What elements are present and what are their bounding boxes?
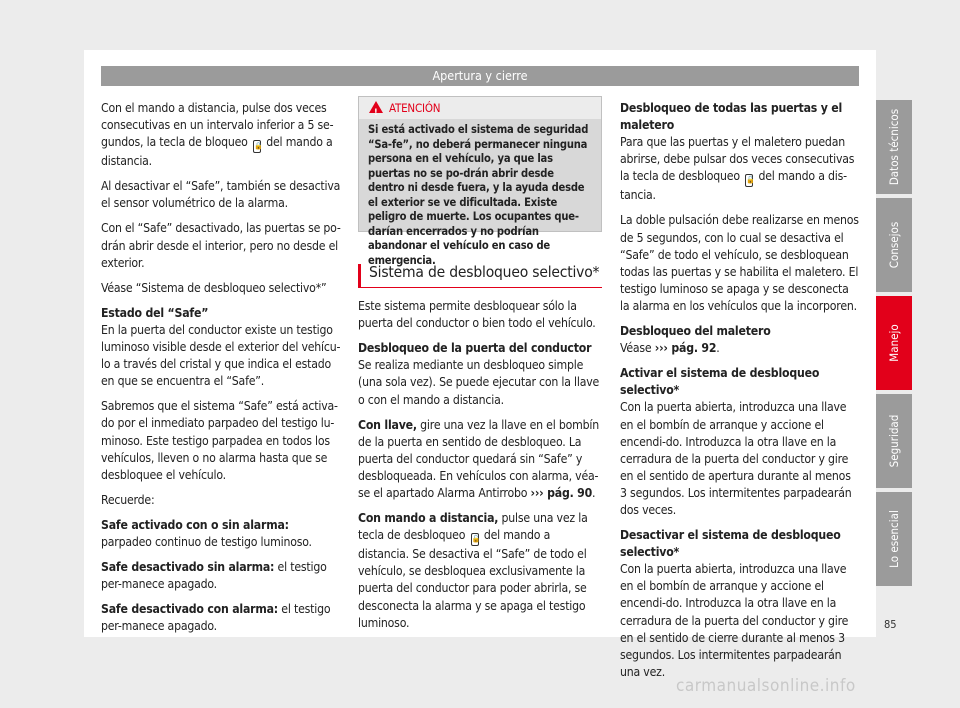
page-number: 85 [884, 618, 897, 631]
subheading: Desbloqueo del maletero [620, 324, 771, 339]
paragraph: Con la puerta abierta, introduzca una llave en el bombín de arranque y accione el encendi-do. Introduzca la otra llave en la cerradura de la puerta del conductor y gire en el sentido de cierre durante al menos 3 segundos. Los intermitentes parpadearán una vez. [620, 562, 849, 679]
paragraph: Con el mando a distancia, pulse dos veces consecutivas en un intervalo inferior a 5 se-gundos, la tecla de bloqueo 🔒 del mando a distancia. [101, 101, 334, 169]
page-ref-link[interactable]: ››› pág. 92 [654, 341, 717, 356]
column-2 [358, 96, 602, 640]
paragraph: Recuerde: [101, 492, 155, 507]
paragraph: Este sistema permite desbloquear sólo la puerta del conductor o bien todo el vehículo. [358, 299, 596, 331]
paragraph: Con mando a distancia, pulse una vez la tecla de desbloqueo 🔓 del mando a distancia. Se desactiva el “Safe” de todo el vehículo, se desbloquea exclusivamente la puerta del conductor para poder abrirla, se desconecta la alarma y se apaga el testigo luminoso. [358, 511, 588, 630]
unlock-key-icon: 🔓 [471, 533, 479, 546]
paragraph: Véase “Sistema de desbloqueo selectivo*” [101, 280, 327, 295]
subheading: Desbloqueo de todas las puertas y el maletero [620, 101, 843, 133]
paragraph: Safe desactivado con alarma: el testigo per-manece apagado. [101, 602, 331, 634]
watermark: carmanualsonline.info [676, 676, 856, 696]
subheading: Desactivar el sistema de desbloqueo selectivo* [620, 528, 841, 560]
paragraph: Safe desactivado sin alarma: el testigo per-manece apagado. [101, 560, 327, 592]
paragraph: Con la puerta abierta, introduzca una llave en el bombín de arranque y accione el encendi-do. Introduzca la otra llave en la cerradura de la puerta del conductor y gire en el sentido de apertura durante al menos 3 segundos. Los intermitentes parpadearán dos veces. [620, 400, 852, 517]
paragraph: Con el “Safe” desactivado, las puertas se po-drán abrir desde el interior, pero no desde el exterior. [101, 221, 341, 270]
subheading: Activar el sistema de desbloqueo selectivo* [620, 366, 820, 398]
warning-box [358, 96, 602, 267]
page-ref-link[interactable]: ››› pág. 90 [530, 486, 593, 501]
paragraph: Al desactivar el “Safe”, también se desactiva el sensor volumétrico de la alarma. [101, 179, 341, 211]
column-3 [620, 100, 860, 689]
warning-header: !ATENCIÓN [359, 97, 601, 119]
tab-consejos[interactable]: Consejos [876, 198, 912, 292]
tab-seguridad[interactable]: Seguridad [876, 394, 912, 488]
paragraph: Véase ››› pág. 92. [620, 341, 720, 356]
paragraph: En la puerta del conductor existe un testigo luminoso visible desde el exterior del vehícu-lo a través del cristal y que indica el estado en que se encuentra el “Safe”. [101, 322, 341, 389]
paragraph: La doble pulsación debe realizarse en menos de 5 segundos, con lo cual se desactiva el “Safe” de todo el vehículo, se desbloquean todas las puertas y se habilita el maletero. El testigo luminoso se apaga y se desconecta la alarma en los vehículos que la incorporen. [620, 213, 859, 313]
paragraph: Sabremos que el sistema “Safe” está activa-do por el inmediato parpadeo del testigo lu-minoso. Este testigo parpadea en todos los vehículos, lleven o no alarma hasta que se desbloquee el vehículo. [101, 399, 338, 482]
lock-key-icon: 🔒 [253, 140, 261, 153]
tab-manejo[interactable]: Manejo [876, 296, 912, 390]
column-1 [101, 100, 341, 643]
paragraph: Para que las puertas y el maletero puedan abrirse, debe pulsar dos veces consecutivas la tecla de desbloqueo 🔓 del mando a dis-tancia. [620, 135, 855, 203]
side-tabs [876, 100, 912, 590]
section-title: Sistema de desbloqueo selectivo* [358, 264, 602, 288]
subheading: Estado del “Safe” [101, 305, 209, 320]
tab-datos-tecnicos[interactable]: Datos técnicos [876, 100, 912, 194]
paragraph: Safe activado con o sin alarma: parpadeo continuo de testigo luminoso. [101, 517, 312, 549]
unlock-key-icon: 🔓 [745, 174, 753, 187]
paragraph: Con llave, gire una vez la llave en el bombín de la puerta en sentido de desbloqueo. La puerta del conductor quedará sin “Safe” y desbloqueada. En vehículos con alarma, véa-se el apartado Alarma Antirrobo ››› pág. 90. [358, 417, 599, 501]
warning-text: Si está activado el sistema de seguridad “Sa-fe”, no deberá permanecer ninguna persona en el vehículo, ya que las puertas no se po-drán abrir desde dentro ni desde fuera, y la ayuda desde el exterior se ve dificultada. Existe peligro de muerte. Los ocupantes que-darían encerrados y no podrían abandonar el vehículo en caso de emergencia. [368, 123, 589, 267]
tab-lo-esencial[interactable]: Lo esencial [876, 492, 912, 586]
subheading: Desbloqueo de la puerta del conductor [358, 341, 592, 356]
warning-triangle-icon [369, 101, 383, 113]
paragraph: Se realiza mediante un desbloqueo simple (una sola vez). Se puede ejecutar con la llave o con el mando a distancia. [358, 358, 600, 407]
chapter-header: Apertura y cierre [101, 66, 859, 86]
